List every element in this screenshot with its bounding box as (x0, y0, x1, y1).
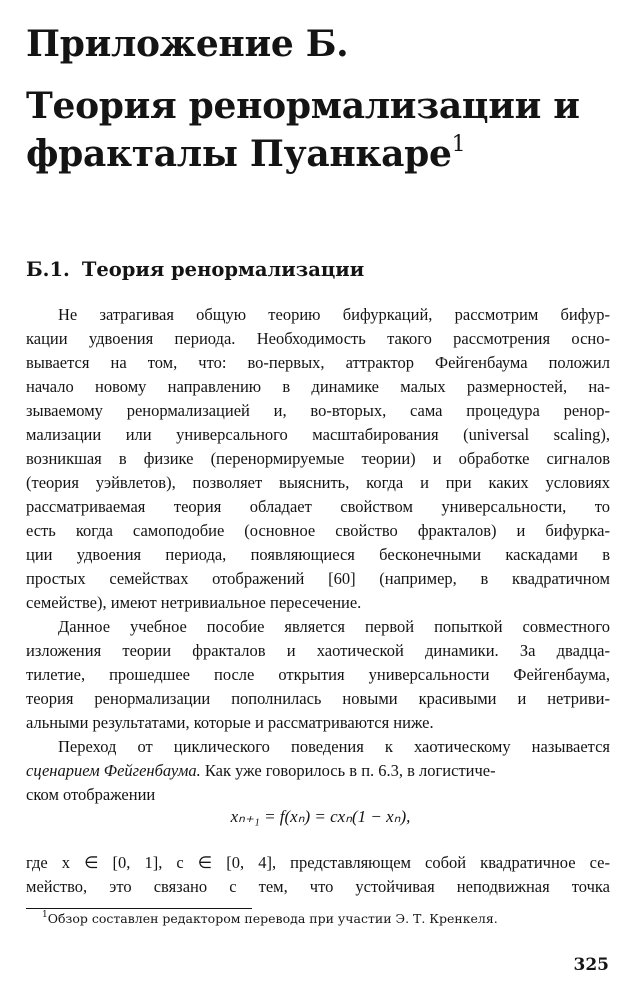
body-line: изложения теории фракталов и хаотической динамики. За двадца- (26, 641, 610, 660)
body-line (26, 759, 610, 783)
body-line: ском отображении (26, 785, 156, 804)
footnote (42, 911, 498, 926)
body-line: (теория уэйвлетов), позволяет выяснить, когда и при каких условиях (26, 473, 610, 492)
chapter-title-line-2: Теория ренормализации и (26, 85, 580, 127)
footnote-mark: 1 (42, 910, 48, 920)
display-formula: xₙ₊₁ = f(xₙ) = cxₙ(1 − xₙ), (230, 807, 411, 826)
body-line: альными результатами, которые и рассматриваются ниже. (26, 713, 434, 732)
body-line: простых семействах отображений [60] (например, в квадратичном (26, 569, 610, 588)
chapter-title-text: фракталы Пуанкаре (26, 133, 452, 175)
body-line: вывается на том, что: во-первых, аттрактор Фейгенбаума положил (26, 353, 610, 372)
footnote-divider (26, 908, 252, 909)
footnote-text: Обзор составлен редактором перевода при участии Э. Т. Кренкеля. (47, 911, 498, 926)
body-line: зываемому ренормализацией и, во-вторых, сама процедура ренор- (26, 401, 610, 420)
body-line: семействе), имеют нетривиальное пересечение. (26, 593, 362, 612)
body-line: где x ∈ [0, 1], c ∈ [0, 4], представляющем собой квадратичное се- (26, 853, 610, 872)
body-line: возникшая в физике (перенормируемые теории) и обработке сигналов (26, 449, 610, 468)
chapter-title-line-1: Приложение Б. (26, 23, 349, 65)
body-line: мализации или универсального масштабирования (universal scaling), (26, 425, 610, 444)
body-line: кации удвоения периода. Необходимость такого рассмотрения осно- (26, 329, 610, 348)
body-line: Переход от циклического поведения к хаотическому называется (58, 737, 610, 756)
body-line: Не затрагивая общую теорию бифуркаций, рассмотрим бифур- (58, 305, 610, 324)
body-line: тилетие, прошедшее после открытия универсальности Фейгенбаума, (26, 665, 610, 684)
section-title: Теория ренормализации (81, 258, 365, 281)
body-text: Как уже говорилось в п. 6.3, в логистиче- (204, 761, 496, 780)
body-line: ции удвоения периода, появляющиеся бесконечными каскадами в (26, 545, 610, 564)
body-line: теория ренормализации пополнилась новыми красивыми и нетриви- (26, 689, 610, 708)
footnote-mark: 1 (451, 132, 466, 157)
body-line: начало новому направлению в динамике малых размерностей, на- (26, 377, 610, 396)
section-heading (26, 258, 364, 281)
body-line: мейство, это связано с тем, что устойчивая неподвижная точка (26, 877, 610, 896)
body-line: Данное учебное пособие является первой попыткой совместного (58, 617, 610, 636)
body-line: рассматриваемая теория обладает свойством универсальности, то (26, 497, 610, 516)
italic-term: сценарием Фейгенбаума. (26, 761, 201, 780)
body-line: есть когда самоподобие (основное свойство фракталов) и бифурка- (26, 521, 610, 540)
chapter-title-line-3 (26, 134, 465, 174)
section-number: Б.1. (26, 258, 70, 281)
page-number: 325 (573, 955, 609, 975)
